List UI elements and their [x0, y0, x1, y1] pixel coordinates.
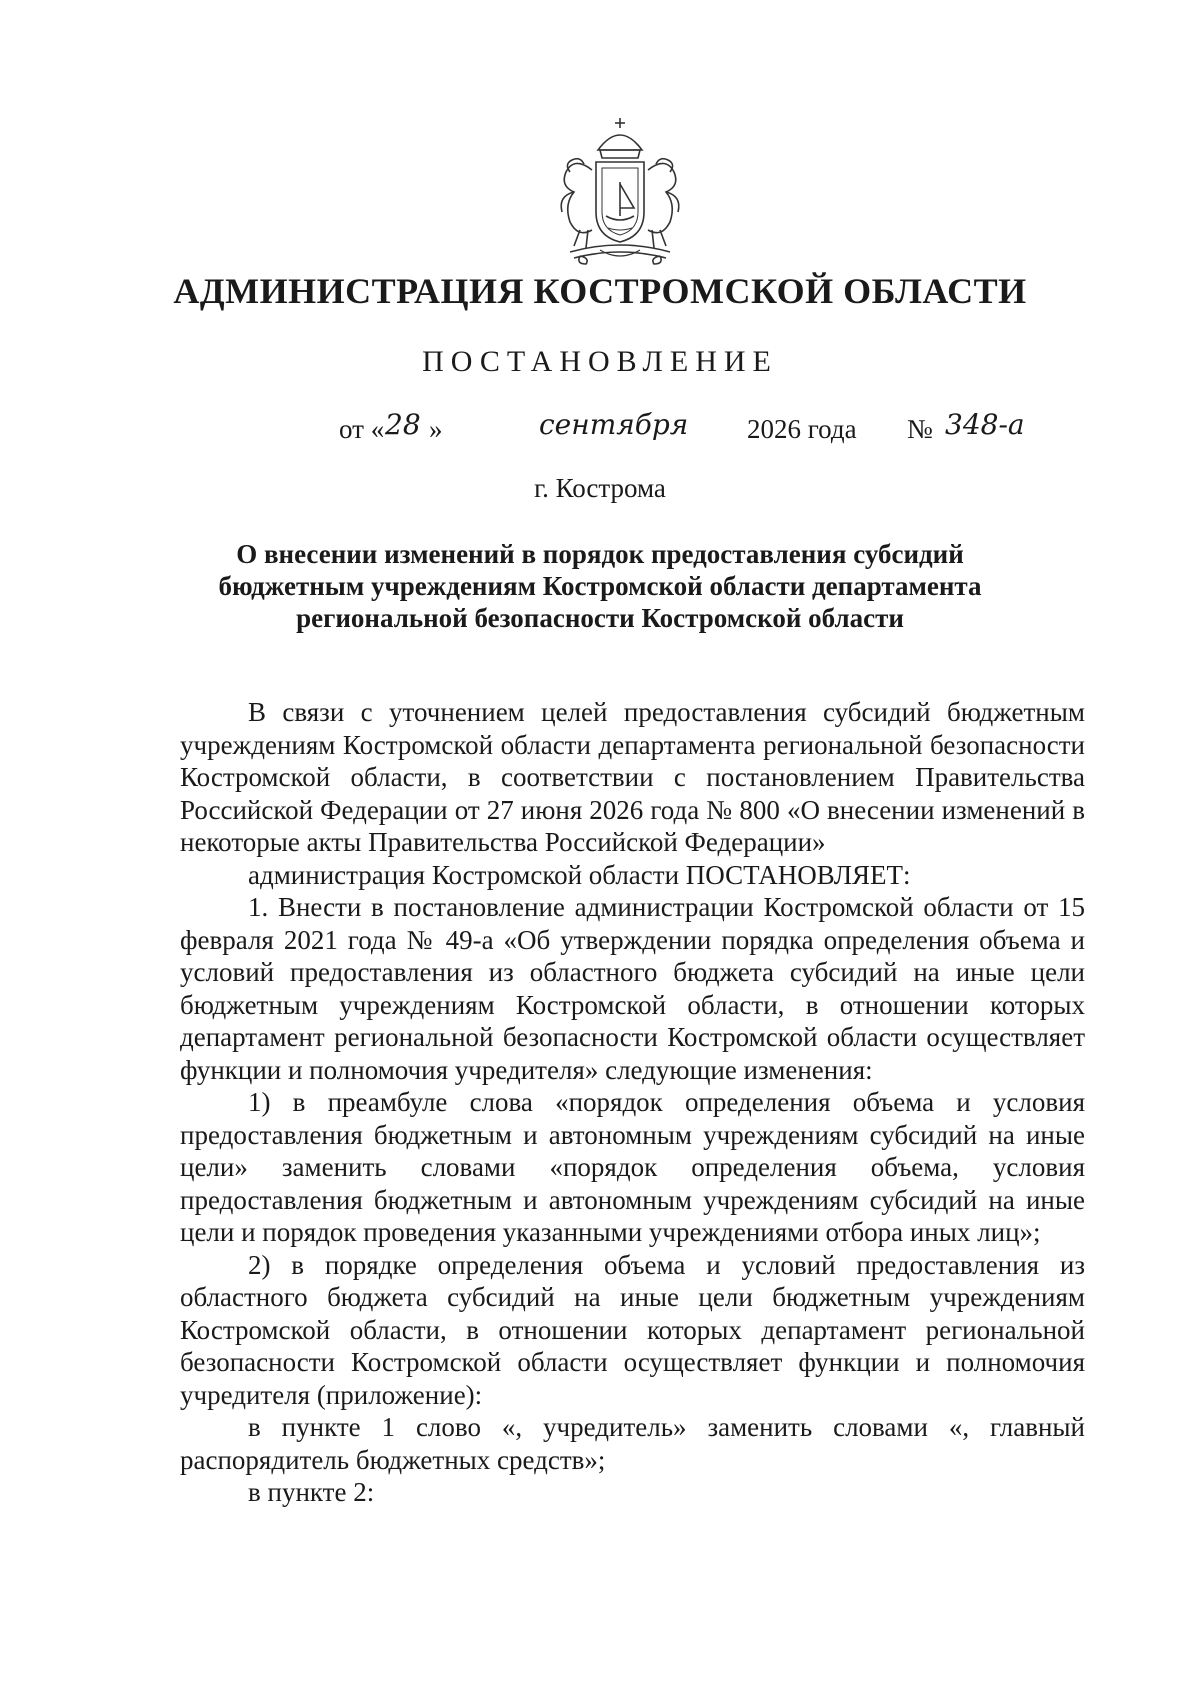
document-type: ПОСТАНОВЛЕНИЕ	[422, 345, 778, 378]
date-year: 2026 года	[747, 414, 857, 444]
number-sign: №	[907, 414, 933, 444]
date-day-handwritten: 28	[385, 408, 421, 441]
document-subject: О внесении изменений в порядок предоставления субсидий бюджетным учреждениям Костромской области департамента региональной безопасности Костромской области	[218, 539, 982, 633]
document-body	[180, 696, 1085, 1509]
organization-title: АДМИНИСТРАЦИЯ КОСТРОМСКОЙ ОБЛАСТИ	[173, 271, 1027, 311]
paragraph-preamble: В связи с уточнением целей предоставления субсидий бюджетным учреждениям Костромской области департамента региональной безопасности Костромской области, в соответствии с постановлением Правительства Российской Федерации от 27 июня 2026 года № 800 «О внесении изменений в некоторые акты Правительства Российской Федерации»	[180, 697, 1085, 857]
date-month-handwritten: сентября	[539, 408, 689, 441]
date-quote-close: »	[429, 414, 443, 444]
date-line	[339, 408, 1059, 452]
paragraph-resolves: администрация Костромской области ПОСТАНОВЛЯЕТ:	[248, 859, 911, 890]
city: г. Кострома	[534, 473, 666, 503]
coat-of-arms-icon	[540, 112, 700, 272]
paragraph-item-1-1: 1) в преамбуле слова «порядок определения объема и условия предоставления бюджетным и автономным учреждениям субсидий на иные цели» заменить словами «порядок определения объема, условия предоставления бюджетным и автономным учреждениям субсидий на иные цели и порядок проведения указанными учреждениями отбора иных лиц»;	[180, 1087, 1085, 1247]
paragraph-item-1-2: 2) в порядке определения объема и условий предоставления из областного бюджета субсидий на иные цели бюджетным учреждениям Костромской области, в отношении которых департамент региональной безопасности Костромской области осуществляет функции и полномочия учредителя (приложение):	[180, 1249, 1085, 1410]
date-prefix: от «	[339, 414, 385, 444]
document-number-handwritten: 348-а	[945, 408, 1025, 441]
paragraph-point-2: в пункте 2:	[248, 1477, 375, 1507]
paragraph-point-1: в пункте 1 слово «, учредитель» заменить словами «, главный распорядитель бюджетных средств»;	[180, 1412, 1085, 1475]
paragraph-item-1: 1. Внести в постановление администрации Костромской области от 15 февраля 2021 года № 49-а «Об утверждении порядка определения объема и условий предоставления из областного бюджета субсидий на иные цели бюджетным учреждениям Костромской области, в отношении которых департамент региональной безопасности Костромской области осуществляет функции и полномочия учредителя» следующие изменения:	[180, 892, 1085, 1085]
